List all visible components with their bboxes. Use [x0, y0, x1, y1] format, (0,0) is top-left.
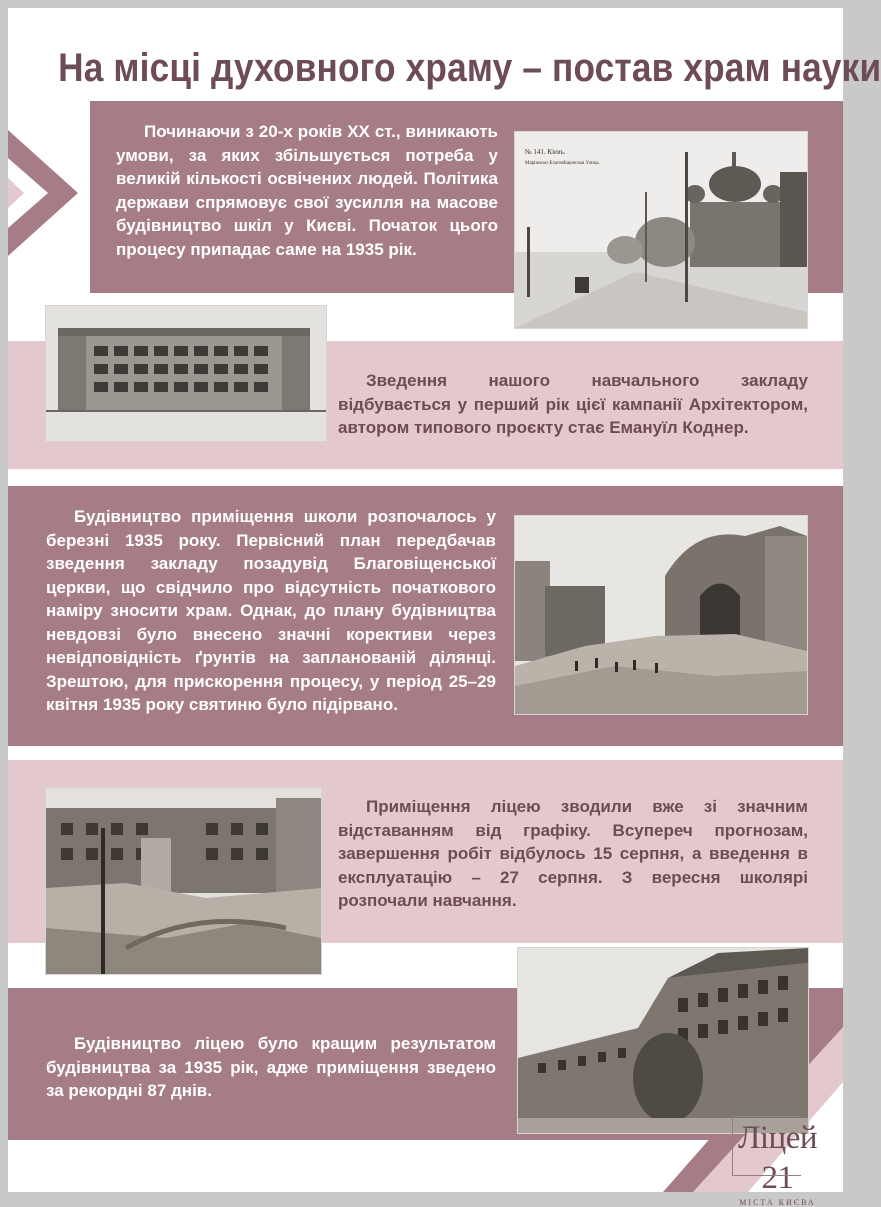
section-2-photo [46, 306, 326, 441]
logo-frame [732, 1116, 801, 1176]
section-5-photo [518, 948, 808, 1133]
page-title: На місці духовного храму – постав храм науки [58, 46, 881, 90]
section-3-photo [515, 516, 807, 714]
section-2-text: Зведення нашого навчального закладу відбувається у перший рік цієї кампанії Архітектором, автором типового проєкту стає Емануїл Коднер. [338, 371, 808, 437]
poster-page [8, 8, 881, 1207]
section-3-text: Будівництво приміщення школи розпочалось у березні 1935 року. Первісний план передбачав зведення закладу позадувід Благовіщенської церкви, що свідчило про відсутність початкового наміру зносити храм. Однак, до плану будівництва невдовзі було внесено значні корективи через невідповідність ґрунтів на запланованій ділянці. Зрештою, для прискорення процесу, у період 25–29 квітня 1935 року святиню було підірвано. [46, 507, 496, 714]
logo-main-text: Ліцей 21 [737, 1120, 818, 1196]
logo-sub-text: МІСТА КИЄВА [739, 1198, 816, 1207]
photo-caption-2: Маріинско-Благовѣщенская Улица. [525, 161, 600, 166]
section-4-text: Приміщення ліцею зводили вже зі значним відставанням від графіку. Всупереч прогнозам, завершення робіт відбулось 15 серпня, а введення в експлуатацію – 27 серпня. З вересня школярі розпочали навчання. [338, 797, 808, 910]
section-1-photo [515, 132, 807, 328]
chevron-decoration [8, 130, 78, 256]
photo-caption-1: № 141. Кіевъ. [525, 148, 566, 156]
section-4-photo [46, 788, 321, 974]
lyceum-logo [720, 1118, 835, 1207]
section-1-text: Починаючи з 20-х років XX ст., виникають умови, за яких збільшується потреба у великій кількості освічених людей. Політика держави спрямовує свої зусилля на масове будівництво шкіл у Києві. Початок цього процесу припадає саме на 1935 рік. [116, 122, 498, 259]
section-5-text: Будівництво ліцею було кращим результатом будівництва за 1935 рік, адже приміщення зведено за рекордні 87 днів. [46, 1034, 496, 1100]
